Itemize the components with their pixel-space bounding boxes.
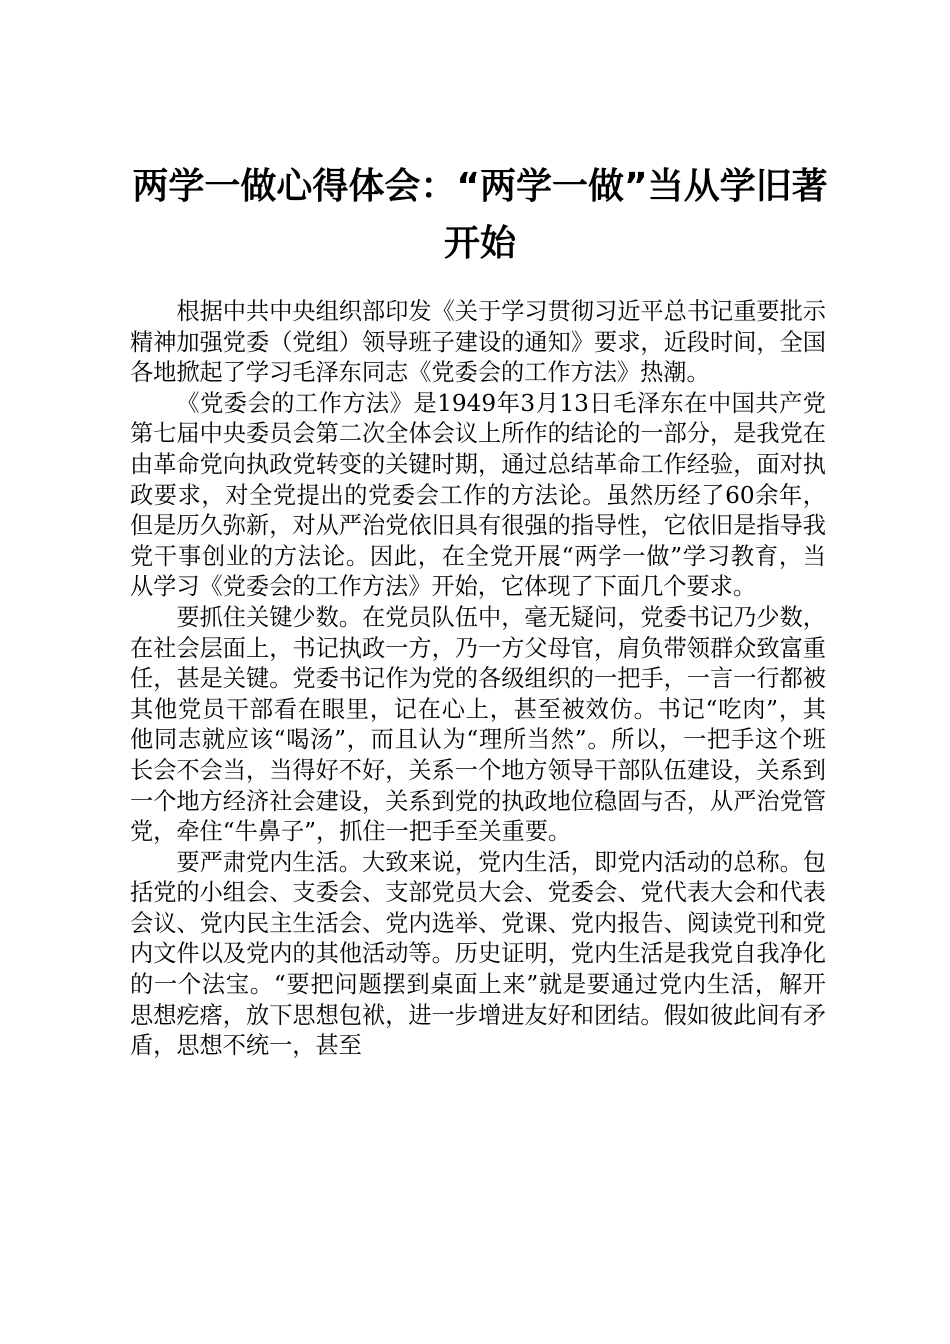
paragraph-1: 根据中共中央组织部印发《关于学习贯彻习近平总书记重要批示精神加强党委（党组）领导班子建设的通知》要求，近段时间，全国各地掀起了学习毛泽东同志《党委会的工作方法》热潮。 [130,298,826,387]
paragraph-2: 《党委会的工作方法》是1949年3月13日毛泽东在中国共产党第七届中央委员会第二次全体会议上所作的结论的一部分，是我党在由革命党向执政党转变的关键时期，通过总结革命工作经验，面对执政要求，对全党提出的党委会工作的方法论。虽然历经了60余年，但是历久弥新，对从严治党依旧具有很强的指导性，它依旧是指导我党干事创业的方法论。因此，在全党开展“两学一做”学习教育，当从学习《党委会的工作方法》开始，它体现了下面几个要求。 [130,389,826,601]
document-title: 两学一做心得体会：“两学一做”当从学旧著开始 [132,166,828,264]
paragraph-4: 要严肃党内生活。大致来说，党内生活，即党内活动的总称。包括党的小组会、支委会、支部党员大会、党委会、党代表大会和代表会议、党内民主生活会、党内选举、党课、党内报告、阅读党刊和党内文件以及党内的其他活动等。历史证明，党内生活是我党自我净化的一个法宝。“要把问题摆到桌面上来”就是要通过党内生活，解开思想疙瘩，放下思想包袱，进一步增进友好和团结。假如彼此间有矛盾，思想不统一，甚至 [130,848,826,1060]
document-body [130,297,826,1062]
paragraph-3: 要抓住关键少数。在党员队伍中，毫无疑问，党委书记乃少数，在社会层面上，书记执政一方，乃一方父母官，肩负带领群众致富重任，甚是关键。党委书记作为党的各级组织的一把手，一言一行都被其他党员干部看在眼里，记在心上，甚至被效仿。书记“吃肉”，其他同志就应该“喝汤”，而且认为“理所当然”。所以，一把手这个班长会不会当，当得好不好，关系一个地方领导干部队伍建设，关系到一个地方经济社会建设，关系到党的执政地位稳固与否，从严治党管党，牵住“牛鼻子”，抓住一把手至关重要。 [130,603,826,846]
